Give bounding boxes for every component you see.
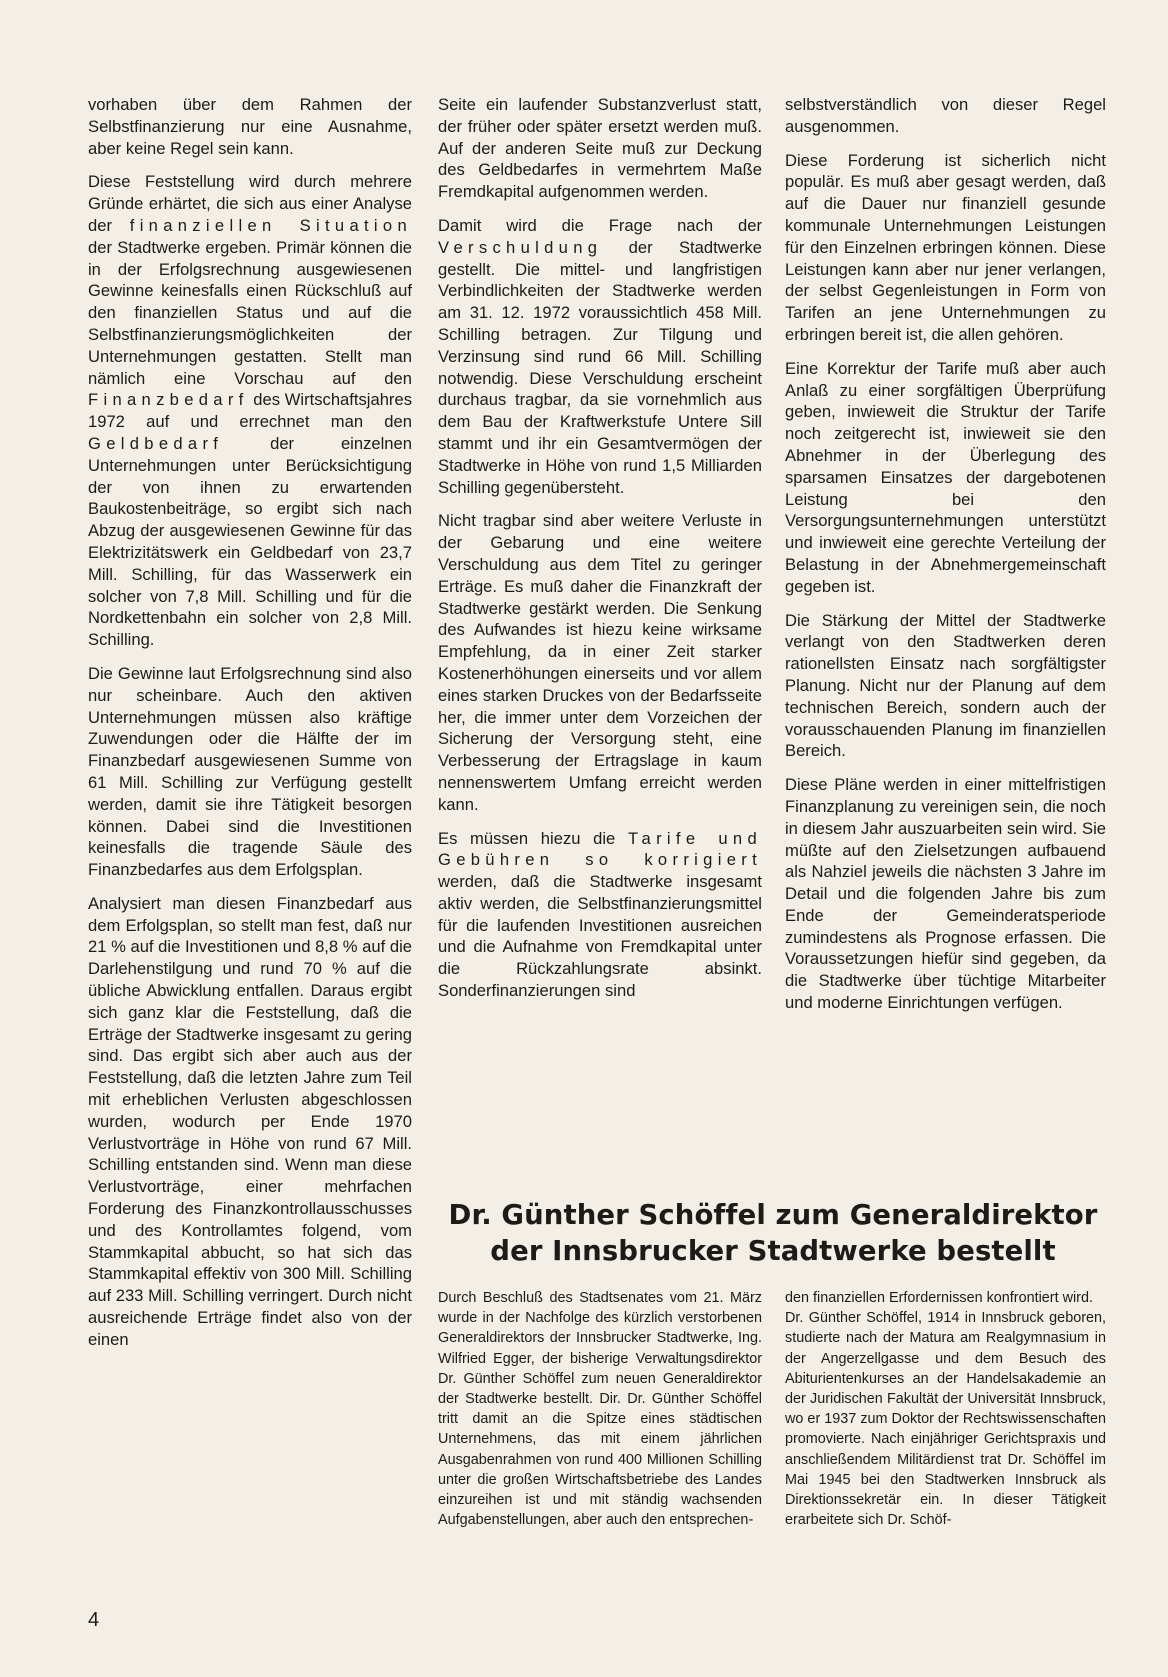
paragraph: vorhaben über dem Rahmen der Selbstfinanzierung nur eine Ausnahme, aber keine Regel sein kann. — [88, 95, 412, 158]
paragraph: Nicht tragbar sind aber weitere Verluste in der Gebarung und eine weitere Verschuldung aus dem Titel zu geringer Erträge. Es muß daher die Finanzkraft der Stadtwerke gestärkt werden. Die Senkung des Aufwandes ist hiezu keine wirksame Empfehlung, da in einer Zeit starker Kostenerhöhungen einerseits und vor allem eines starken Druckes von der Bedarfsseite her, die immer unter dem Vorzeichen der Sicherung der Versorgung steht, eine Verbesserung der Ertragslage in kaum nennenswertem Umfang erreicht werden kann. — [438, 511, 762, 814]
paragraph — [438, 828, 762, 1002]
paragraph: Diese Forderung ist sicherlich nicht populär. Es muß aber gesagt werden, daß auf die Dauer nur finanziell gesunde kommunale Unternehmungen Leistungen für den Einzelnen erbringen können. Diese Leistungen kann aber nur jener verlangen, der selbst Gegenleistungen in Form von Tarifen an jene Unternehmungen zu erbringen bereit ist, die allen gehören. — [785, 150, 1106, 344]
article-column-right — [785, 1288, 1106, 1530]
article-column-left — [438, 1288, 762, 1530]
text-run: werden, daß die Stadtwerke insgesamt aktiv werden, die Selbstfinanzierungsmittel für die laufenden Investitionen ausreichen und die Aufnahme von Fremdkapital unter die Rückzahlungsrate absinkt. Sonderfinanzierungen sind — [438, 872, 762, 1001]
text-run: der Stadtwerke ergeben. Primär können die in der Erfolgsrechnung ausgewiesenen Gewinne keinesfalls einen Rückschluß auf den finanziellen Status und auf die Selbstfinanzierungsmöglichkeiten der Unternehmungen gestatten. Stellt man nämlich eine Vorschau auf den — [88, 237, 412, 388]
paragraph — [438, 215, 762, 498]
text-run: der Stadtwerke gestellt. Die mittel- und langfristigen Verbindlichkeiten der Stadtwerke werden am 31. 12. 1972 voraussichtlich 458 Mill. Schilling betragen. Zur Tilgung und Verzinsung sind rund 66 Mill. Schilling notwendig. Diese Verschuldung erscheint durchaus tragbar, da sie vornehmlich aus dem Bau der Kraftwerkstufe Untere Sill stammt und ihr ein Gesamtvermögen der Stadtwerke in Höhe von rund 1,5 Milliarden Schilling gegenübersteht. — [438, 237, 762, 497]
paragraph: Diese Pläne werden in einer mittelfristigen Finanzplanung zu vereinigen sein, die noch in diesem Jahr auszuarbeiten sein wird. Sie müßte auf den Zielsetzungen aufbauend als Nahziel jeweils die nächsten 3 Jahre im Detail und die folgenden Jahre bis zum Ende der Gemeinderatsperiode zumindestens als Prognose erfassen. Die Voraussetzungen hiefür sind gegeben, da die Stadtwerke über tüchtige Mitarbeiter und moderne Einrichtungen verfügen. — [785, 775, 1106, 1013]
headline-line: der Innsbrucker Stadtwerke bestellt — [490, 1235, 1056, 1267]
paragraph: Analysiert man diesen Finanzbedarf aus dem Erfolgsplan, so stellt man fest, daß nur 21 % auf die Investitionen und 8,8 % auf die Darlehenstilgung und rund 70 % auf die übliche Abwicklung entfallen. Daraus ergibt sich ganz klar die Feststellung, daß die Erträge der Stadtwerke insgesamt zu gering sind. Das ergibt sich aber auch aus der Feststellung, daß die letzten Jahre zum Teil mit erheblichen Verlusten abgeschlossen wurden, wodurch per Ende 1970 Verlustvorträge in Höhe von rund 67 Mill. Schilling entstanden sind. Wenn man diese Verlustvorträge, einer mehrfachen Forderung des Finanzkontrollausschusses und des Kontrollamtes folgend, vom Stammkapital abbucht, so hat sich das Stammkapital effektiv von 300 Mill. Schilling auf 233 Mill. Schilling verringert. Durch nicht ausreichende Erträge findet also von der einen — [88, 893, 412, 1349]
spaced-emphasis: Verschuldung — [438, 237, 603, 257]
paragraph — [88, 171, 412, 651]
paragraph: Seite ein laufender Substanzverlust statt, der früher oder später ersetzt werden muß. Auf der anderen Seite muß zur Deckung des Geldbedarfes in vermehrtem Maße Fremdkapital aufgenommen werden. — [438, 95, 762, 202]
headline-line: Dr. Günther Schöffel zum Generaldirektor — [448, 1199, 1098, 1231]
text-column-2 — [438, 94, 762, 1014]
paragraph: den finanziellen Erfordernissen konfrontiert wird. — [785, 1290, 1093, 1306]
paragraph: selbstverständlich von dieser Regel ausgenommen. — [785, 95, 1106, 136]
paragraph: Die Gewinne laut Erfolgsrechnung sind also nur scheinbare. Auch den aktiven Unternehmungen müssen also kräftige Zuwendungen oder die Hälfte der im Finanzbedarf ausgewiesenen Summe von 61 Mill. Schilling zur Verfügung gestellt werden, damit sie ihre Tätigkeit besorgen können. Dabei sind die Investitionen keinesfalls die tragende Säule des Finanzbedarfes aus dem Erfolgsplan. — [88, 663, 412, 880]
text-column-1 — [88, 94, 412, 1363]
text-run: Damit wird die Frage nach der — [438, 215, 762, 235]
text-run: der einzelnen Unternehmungen unter Berücksichtigung der von ihnen zu erwartenden Baukostenbeiträge, so ergibt sich nach Abzug der ausgewiesenen Gewinne für das Elektrizitätswerk ein Geldbedarf von 23,7 Mill. Schilling, für das Wasserwerk ein solcher von 7,8 Mill. Schilling und für die Nordkettenbahn ein solcher von 2,8 Mill. Schilling. — [88, 433, 412, 650]
spaced-emphasis: Finanzbedarf — [88, 390, 249, 410]
text-run: Diese Feststellung wird durch mehrere Gründe erhärtet, die sich aus einer Analyse der — [88, 172, 412, 235]
text-run: Es müssen hiezu die — [438, 828, 628, 848]
spaced-emphasis: finanziellen Situation — [129, 215, 413, 235]
paragraph: Dr. Günther Schöffel, 1914 in Innsbruck geboren, studierte nach der Matura am Realgymnasium in der Angerzellgasse und dem Besuch des Abiturientenkurses an der Handelsakademie an der Juridischen Fakultät der Universität Innsbruck, wo er 1937 zum Doktor der Rechtswissenschaften promovierte. Nach einjähriger Gerichtspraxis und anschließendem Militärdienst trat Dr. Schöffel im Mai 1945 bei den Stadtwerken Innsbruck als Direktionssekretär ein. In dieser Tätigkeit erarbeitete sich Dr. Schöf- — [785, 1310, 1106, 1529]
paragraph: Durch Beschluß des Stadtsenates vom 21. März wurde in der Nachfolge des kürzlich verstorbenen Generaldirektors der Innsbrucker Stadtwerke, Ing. Wilfried Egger, der bisherige Verwaltungsdirektor Dr. Günther Schöffel zum neuen Generaldirektor der Stadtwerke bestellt. Dir. Dr. Günther Schöffel tritt damit an die Spitze eines städtischen Unternehmens, das mit einem jährlichen Ausgabenrahmen von rund 400 Millionen Schilling unter die großen Wirtschaftsbetriebe des Landes einzureihen ist und mit ständig wachsenden Aufgabenstellungen, aber auch den entsprechen- — [438, 1290, 762, 1529]
article-headline — [430, 1197, 1116, 1269]
paragraph: Eine Korrektur der Tarife muß aber auch Anlaß zu einer sorgfältigen Überprüfung geben, inwieweit die Struktur der Tarife noch zeitgerecht ist, inwieweit sie den Abnehmer in der Überlegung des sparsamen Einsatzes der dargebotenen Leistung bei den Versorgungsunternehmungen unterstützt und inwieweit eine gerechte Verteilung der Belastung in der Abnehmergemeinschaft gegeben ist. — [785, 358, 1106, 596]
paragraph: Die Stärkung der Mittel der Stadtwerke verlangt von den Stadtwerken deren rationellsten Einsatz nach sorgfältigster Planung. Nicht nur der Planung auf dem technischen Bereich, sondern auch der vorausschauenden Planung im finanziellen Bereich. — [785, 610, 1106, 761]
page-number: 4 — [88, 1609, 100, 1631]
text-run: des Wirtschaftsjahres 1972 auf und errechnet man den — [88, 390, 412, 432]
spaced-emphasis: Geldbedarf — [88, 433, 224, 453]
text-column-3 — [785, 94, 1106, 1026]
spaced-emphasis: Tarife und Gebühren so korrigiert — [438, 828, 762, 870]
